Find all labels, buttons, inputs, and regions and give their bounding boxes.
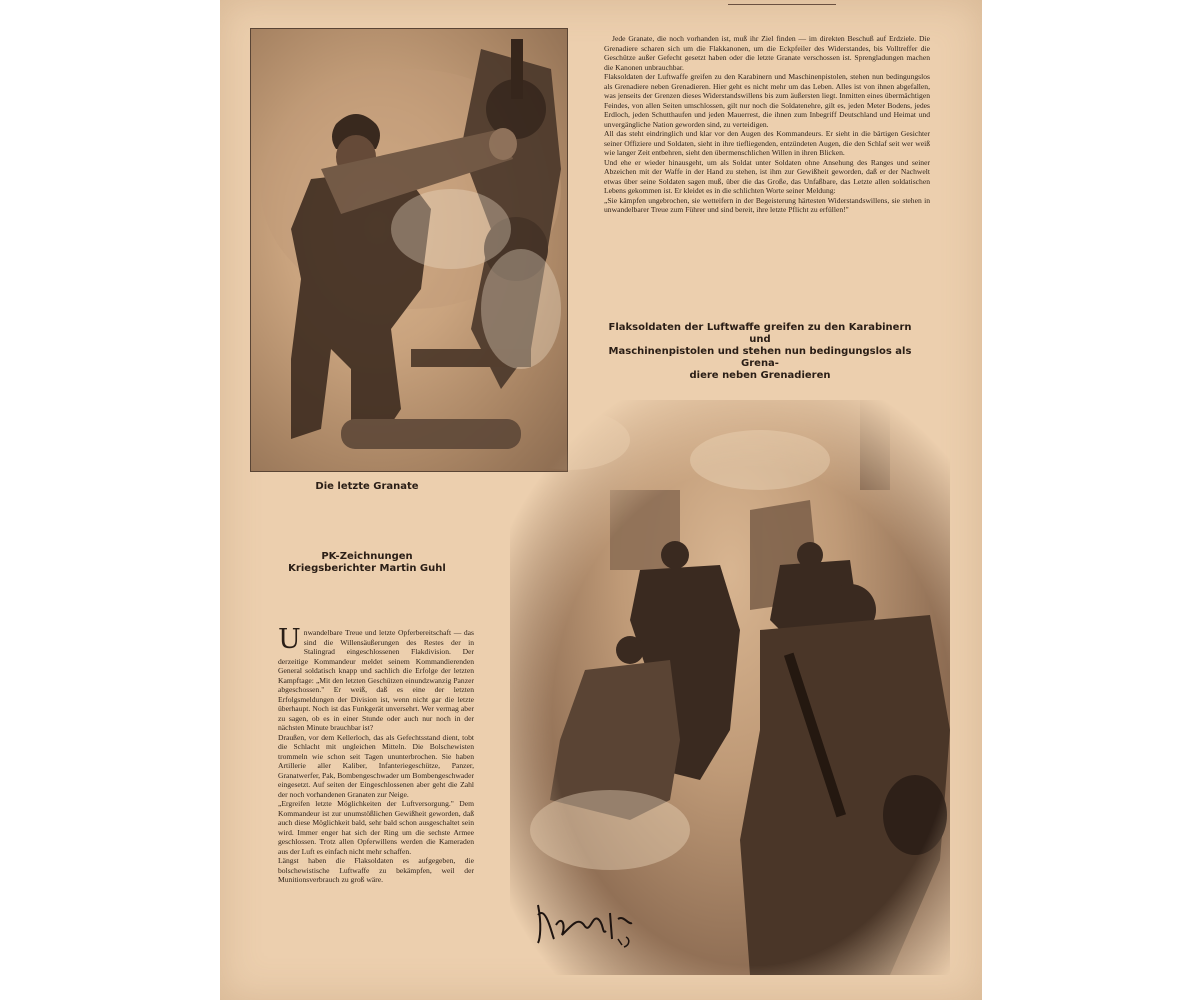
right-paragraph: Flaksoldaten der Luftwaffe greifen zu den Karabinern und Maschinenpistolen, stehen nun bedingungslos als Grenadiere neben Grenadieren. Hier geht es nicht mehr um das Leben. Alles ist von ihnen abgefallen, was jenseits der Grenzen dieses Widerstandswillens bis zum äußersten liegt. Inmitten eines übermächtigen Feindes, von allen Seiten umschlossen, gilt nur noch die Soldatenehre, gilt es, jeden Meter Bodens, jedes Erdloch, jeden Schutthaufen und jeden Mauerrest, die ihnen zum Inbegriff Deutschland und Heimat und unvergängliche Nation geworden sind, zu verteidigen.	[604, 72, 930, 129]
right-article-column	[604, 34, 930, 215]
magazine-page	[220, 0, 982, 1000]
drawing-soldiers	[510, 400, 950, 975]
flak-caption-line-3: diere neben Grenadieren	[689, 370, 831, 381]
artist-signature	[532, 895, 638, 951]
right-paragraph: Jede Granate, die noch vorhanden ist, muß ihr Ziel finden — im direkten Beschuß auf Erdziele. Die Grenadiere scharen sich um die Flakkanonen, um die Eckpfeiler des Widerstandes, bis Volltreffer die Geschütze außer Gefecht gesetzt haben oder die letzte Granate verschossen ist. Sprengladungen machen die Kanonen unbrauchbar.	[604, 34, 930, 72]
credit-line-1: PK-Zeichnungen	[321, 551, 413, 562]
left-paragraph: „Ergreifen letzte Möglichkeiten der Luftversorgung." Dem Kommandeur ist zur unumstößlichen Gewißheit geworden, daß auch diese Möglichkeit bald, sehr bald schon ausgeschaltet sein wird. Immer enger hat sich der Ring um die sechste Armee geschlossen. Trotz allen Opferwillens werden die Kameraden aus der Luft es einfach nicht mehr schaffen.	[278, 799, 474, 856]
left-first-paragraph	[278, 624, 474, 733]
credit-block	[260, 551, 474, 575]
left-article-column	[278, 624, 474, 885]
drop-cap: U	[278, 624, 301, 655]
left-paragraph: Längst haben die Flaksoldaten es aufgegeben, die bolschewistische Luftwaffe zu bekämpfen, weil der Munitionsverbrauch zu groß wäre.	[278, 856, 474, 884]
left-paragraph: Draußen, vor dem Kellerloch, das als Gefechtsstand dient, tobt die Schlacht mit ungleichen Mitteln. Die Bolschewisten trommeln wie schon seit Tagen ununterbrochen. Sie haben Artillerie aller Kaliber, Infanteriegeschütze, Panzer, Granatwerfer, Pak, Bombengeschwader um Bombengeschwader eingesetzt. Auf seiten der Eingeschlossenen aber geht die Zahl der noch vorhandenen Granaten zur Neige.	[278, 732, 474, 799]
right-paragraph: All das steht eindringlich und klar vor den Augen des Kommandeurs. Er sieht in die bärtigen Gesichter seiner Offiziere und Soldaten, sieht in ihre tiefliegenden, entzündeten Augen, die den Schlaf seit wer weiß wie langer Zeit entbehren, sieht den übermenschlichen Willen in ihren Blicken.	[604, 129, 930, 157]
illustration-soldiers-ruins	[510, 400, 950, 975]
flak-caption-line-1: Flaksoldaten der Luftwaffe greifen zu den Karabinern und	[608, 322, 912, 345]
flak-caption-line-2: Maschinenpistolen und stehen nun bedingungslos als Grena-	[608, 346, 912, 369]
caption-last-shell: Die letzte Granate	[315, 481, 419, 492]
top-rule	[728, 4, 836, 5]
right-paragraph: „Sie kämpfen ungebrochen, sie wetteifern in der Begeisterung härtesten Widerstandswillens, sie stehen in unwandelbarer Treue zum Führer und sind bereit, ihre letzte Pflicht zu erfüllen!"	[604, 195, 930, 214]
credit-line-2: Kriegsberichter Martin Guhl	[288, 563, 446, 574]
left-first-text: nwandelbare Treue und letzte Opferbereitschaft — das sind die Willensäußerungen des Restes der in Stalingrad eingeschlossenen Flakdivision. Der derzeitige Kommandeur meldet seinem Kommandierenden General soldatisch knapp und sachlich die Erfolge der letzten Kampftage: „Mit den letzten Geschützen einundzwanzig Panzer abgeschossen." Er weiß, daß es eine der letzten Erfolgsmeldungen der Division ist, wenn nicht gar die letzte überhaupt. Noch ist das Funkgerät unversehrt. Wer vermag aber zu sagen, ob es in einer Stunde oder auch nur noch in der nächsten Minute brauchbar ist?	[278, 628, 474, 732]
right-paragraph: Und ehe er wieder hinausgeht, um als Soldat unter Soldaten ohne Ansehung des Ranges und seiner Abzeichen mit der Waffe in der Hand zu stehen, ist ihm zur Gewißheit geworden, daß er der Nachwelt etwas über seine Soldaten sagen muß, über die das Große, das Unfaßbare, das Letzte allen soldatischen Lebens gekommen ist. Er kleidet es in die schlichten Worte seiner Meldung:	[604, 157, 930, 195]
caption-flak-soldiers	[598, 322, 922, 382]
